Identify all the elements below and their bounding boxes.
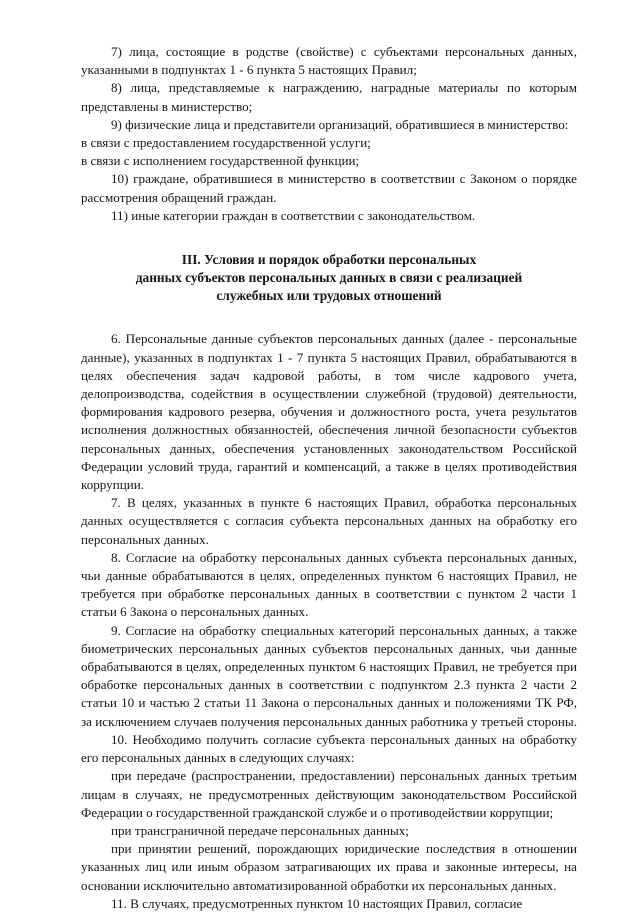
section-heading-line-2: данных субъектов персональных данных в связи с реализацией bbox=[135, 269, 523, 285]
document-body bbox=[81, 43, 577, 913]
paragraph-10-b: при трансграничной передаче персональных данных; bbox=[111, 822, 409, 838]
paragraph-8: 8. Согласие на обработку персональных данных субъекта персональных данных, чьи данные обрабатываются в целях, определенных пунктом 6 настоящих Правил, не требуется при обработке персональных данных в соответствии с пунктом 2 части 1 статьи 6 Закона о персональных данных. bbox=[81, 549, 577, 620]
list-item-9-b: в связи с исполнением государственной функции; bbox=[81, 153, 360, 169]
paragraph-9: 9. Согласие на обработку специальных категорий персональных данных, а также биометрических персональных данных субъектов персональных данных, чьи данные обрабатываются в целях, определенных пунктом 6 настоящих Правил, не требуется при обработке персональных данных в соответствии с подпунктом 2.3 пункта 2 части 2 статьи 10 и частью 2 статьи 11 Закона о персональных данных и положениями ТК РФ, за исключением случаев получения персональных данных работника у третьей стороны. bbox=[81, 622, 577, 729]
section-heading-line-3: служебных или трудовых отношений bbox=[216, 287, 442, 303]
list-item-9-a: в связи с предоставлением государственной услуги; bbox=[81, 135, 371, 151]
paragraph-6: 6. Персональные данные субъектов персональных данных (далее - персональные данные), указанных в подпунктах 1 - 7 пункта 5 настоящих Правил, обрабатываются в целях обеспечения задач кадровой работы, в том числе кадрового учета, делопроизводства, содействия в осуществлении служебной (трудовой) деятельности, формирования кадрового резерва, обучения и должностного роста, учета результатов исполнения должностных обязанностей, обеспечения личной безопасности субъектов персональных данных, обеспечения установленных законодательством Российской Федерации условий труда, гарантий и компенсаций, а также в целях противодействия коррупции. bbox=[81, 331, 577, 493]
paragraph-11: 11. В случаях, предусмотренных пунктом 10 настоящих Правил, согласие bbox=[111, 895, 523, 911]
paragraph-7: 7. В целях, указанных в пункте 6 настоящих Правил, обработка персональных данных осуществляется с согласия субъекта персональных данных на обработку его персональных данных. bbox=[81, 495, 577, 547]
paragraph-10-a: при передаче (распространении, предоставлении) персональных данных третьим лицам в случаях, не предусмотренных действующим законодательством Российской Федерации о государственной гражданской службе и о противодействии коррупции; bbox=[81, 768, 577, 820]
list-item-9: 9) физические лица и представители организаций, обратившиеся в министерство: bbox=[111, 116, 569, 132]
list-item-10: 10) граждане, обратившиеся в министерство в соответствии с Законом о порядке рассмотрения обращений граждан. bbox=[81, 171, 577, 205]
section-heading-line-1: III. Условия и порядок обработки персональных bbox=[181, 252, 477, 268]
paragraph-10: 10. Необходимо получить согласие субъекта персональных данных на обработку его персональных данных в следующих случаях: bbox=[81, 731, 577, 766]
list-item-8: 8) лица, представляемые к награждению, наградные материалы по которым представлены в министерство; bbox=[81, 80, 577, 114]
list-item-11: 11) иные категории граждан в соответствии с законодательством. bbox=[111, 207, 476, 223]
paragraph-10-c: при принятии решений, порождающих юридические последствия в отношении указанных лиц или иным образом затрагивающих их права и законные интересы, на основании исключительно автоматизированной обработки их персональных данных. bbox=[81, 841, 577, 893]
section-heading bbox=[81, 251, 577, 304]
list-item-7: 7) лица, состоящие в родстве (свойстве) с субъектами персональных данных, указанными в подпунктах 1 - 6 пункта 5 настоящих Правил; bbox=[81, 44, 577, 78]
